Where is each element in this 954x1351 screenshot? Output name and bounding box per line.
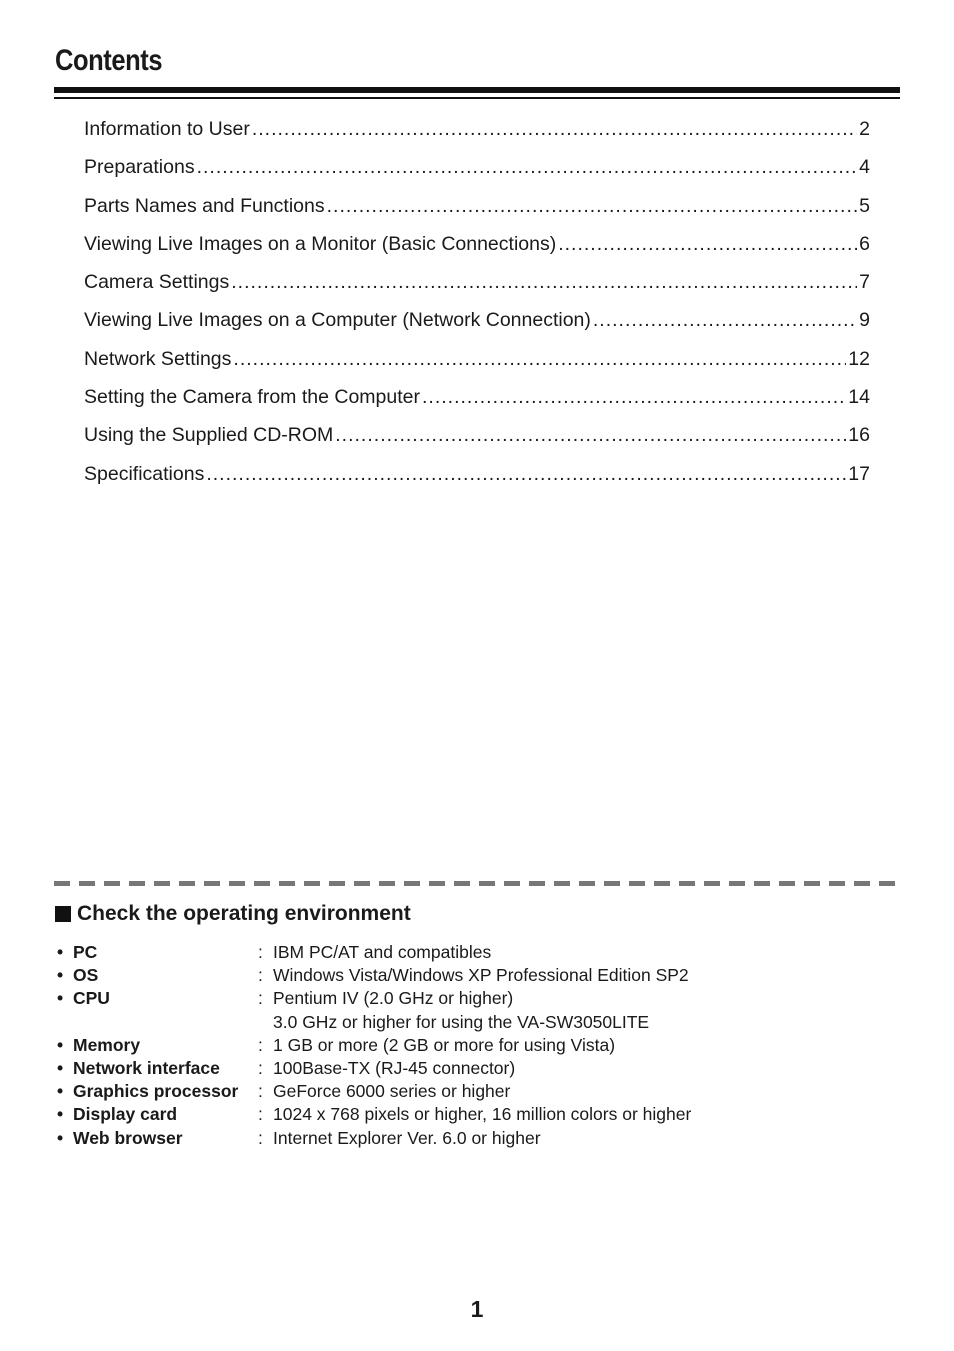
requirement-value-line: Internet Explorer Ver. 6.0 or higher (273, 1127, 541, 1148)
dot-leader (252, 115, 857, 143)
separator: : (258, 988, 263, 1009)
environment-list (57, 941, 917, 1150)
requirement-value-line: IBM PC/AT and compatibles (273, 942, 492, 962)
dot-leader (593, 306, 857, 334)
requirement-label: CPU (73, 988, 110, 1009)
separator: : (258, 1058, 263, 1079)
toc-entry[interactable] (84, 383, 870, 421)
requirement-value (273, 1034, 917, 1057)
toc-entry-page: 2 (859, 118, 870, 140)
requirement-label: OS (73, 965, 99, 986)
requirement-label: Memory (73, 1034, 141, 1055)
requirement-value-line: GeForce 6000 series or higher (273, 1081, 511, 1102)
toc-entry-page: 14 (848, 386, 870, 409)
list-item (57, 1080, 917, 1103)
black-square-icon (55, 906, 71, 922)
page-number: 1 (470, 1296, 484, 1322)
bullet: • (57, 1058, 64, 1079)
requirement-label: Graphics processor (73, 1081, 239, 1102)
title-rule-secondary (54, 97, 900, 99)
page-title: Contents (55, 44, 163, 77)
bullet: • (57, 1104, 64, 1125)
toc-entry-page: 17 (848, 462, 870, 485)
toc-entry-label: Viewing Live Images on a Monitor (Basic Connections) (84, 232, 557, 255)
requirement-label: Network interface (73, 1058, 220, 1079)
bullet: • (57, 1034, 64, 1055)
toc-entry[interactable] (84, 153, 870, 191)
dot-leader (335, 421, 846, 449)
dot-leader (231, 268, 857, 296)
requirement-value (273, 1103, 917, 1126)
requirement-label: Web browser (73, 1127, 183, 1148)
toc-entry-page: 7 (859, 271, 870, 294)
bullet: • (57, 988, 64, 1009)
toc-entry-page: 5 (859, 194, 870, 217)
toc-entry[interactable] (84, 345, 870, 383)
toc-entry-label: Network Settings (84, 347, 232, 370)
requirement-value (273, 1080, 917, 1103)
toc-entry[interactable] (84, 421, 870, 459)
toc-entry-label: Parts Names and Functions (84, 194, 325, 217)
list-item (57, 1103, 917, 1126)
separator: : (258, 1034, 263, 1055)
toc-entry[interactable] (84, 268, 870, 306)
requirement-value-line: 3.0 GHz or higher for using the VA-SW3050LITE (273, 1011, 650, 1032)
requirement-value (273, 1057, 917, 1080)
dot-leader (233, 345, 846, 373)
dot-leader (422, 383, 846, 411)
toc-entry-page: 9 (859, 309, 870, 332)
toc-entry-label: Using the Supplied CD-ROM (84, 424, 334, 447)
bullet: • (57, 942, 64, 962)
toc-entry-label: Specifications (84, 462, 205, 485)
list-item (57, 1034, 917, 1057)
toc-entry[interactable] (84, 192, 870, 230)
toc-entry-page: 4 (859, 156, 870, 179)
requirement-value (273, 941, 917, 964)
list-item (57, 987, 917, 1033)
toc-entry-label: Setting the Camera from the Computer (84, 386, 420, 409)
requirement-value (273, 1127, 917, 1150)
title-rule (54, 87, 900, 93)
toc-entry-page: 6 (859, 232, 870, 255)
requirement-value (273, 964, 917, 987)
list-item (57, 1057, 917, 1080)
dot-leader (327, 192, 858, 220)
toc-entry-label: Information to User (84, 118, 250, 140)
list-item (57, 941, 917, 964)
bullet: • (57, 1081, 64, 1102)
toc-entry[interactable] (84, 230, 870, 268)
list-item (57, 1127, 917, 1150)
toc-entry[interactable] (84, 115, 870, 153)
dot-leader (197, 153, 858, 181)
separator: : (258, 1081, 263, 1102)
toc-entry-label: Preparations (84, 156, 195, 179)
bullet: • (57, 965, 64, 986)
toc-entry[interactable] (84, 306, 870, 344)
requirement-value-line: 1 GB or more (2 GB or more for using Vista) (273, 1034, 616, 1055)
separator: : (258, 965, 263, 986)
toc-entry-label: Viewing Live Images on a Computer (Network Connection) (84, 309, 591, 332)
section-divider (54, 881, 900, 886)
dot-leader (206, 460, 846, 488)
bullet: • (57, 1127, 64, 1148)
separator: : (258, 1104, 263, 1125)
requirement-value-line: 100Base-TX (RJ-45 connector) (273, 1058, 516, 1079)
requirement-value-line: Windows Vista/Windows XP Professional Edition SP2 (273, 965, 689, 986)
requirement-value (273, 987, 917, 1033)
separator: : (258, 942, 263, 962)
requirement-value-line: Pentium IV (2.0 GHz or higher) (273, 988, 514, 1009)
list-item (57, 964, 917, 987)
toc-entry[interactable] (84, 460, 870, 498)
requirement-label: Display card (73, 1104, 178, 1125)
dot-leader (558, 230, 857, 258)
toc-entry-label: Camera Settings (84, 271, 230, 294)
requirement-label: PC (73, 942, 98, 962)
environment-heading-text: Check the operating environment (77, 902, 411, 925)
separator: : (258, 1127, 263, 1148)
toc-entry-page: 12 (848, 347, 870, 370)
requirement-value-line: 1024 x 768 pixels or higher, 16 million colors or higher (273, 1104, 692, 1125)
table-of-contents (84, 115, 870, 498)
environment-heading (55, 902, 411, 926)
toc-entry-page: 16 (848, 424, 870, 447)
